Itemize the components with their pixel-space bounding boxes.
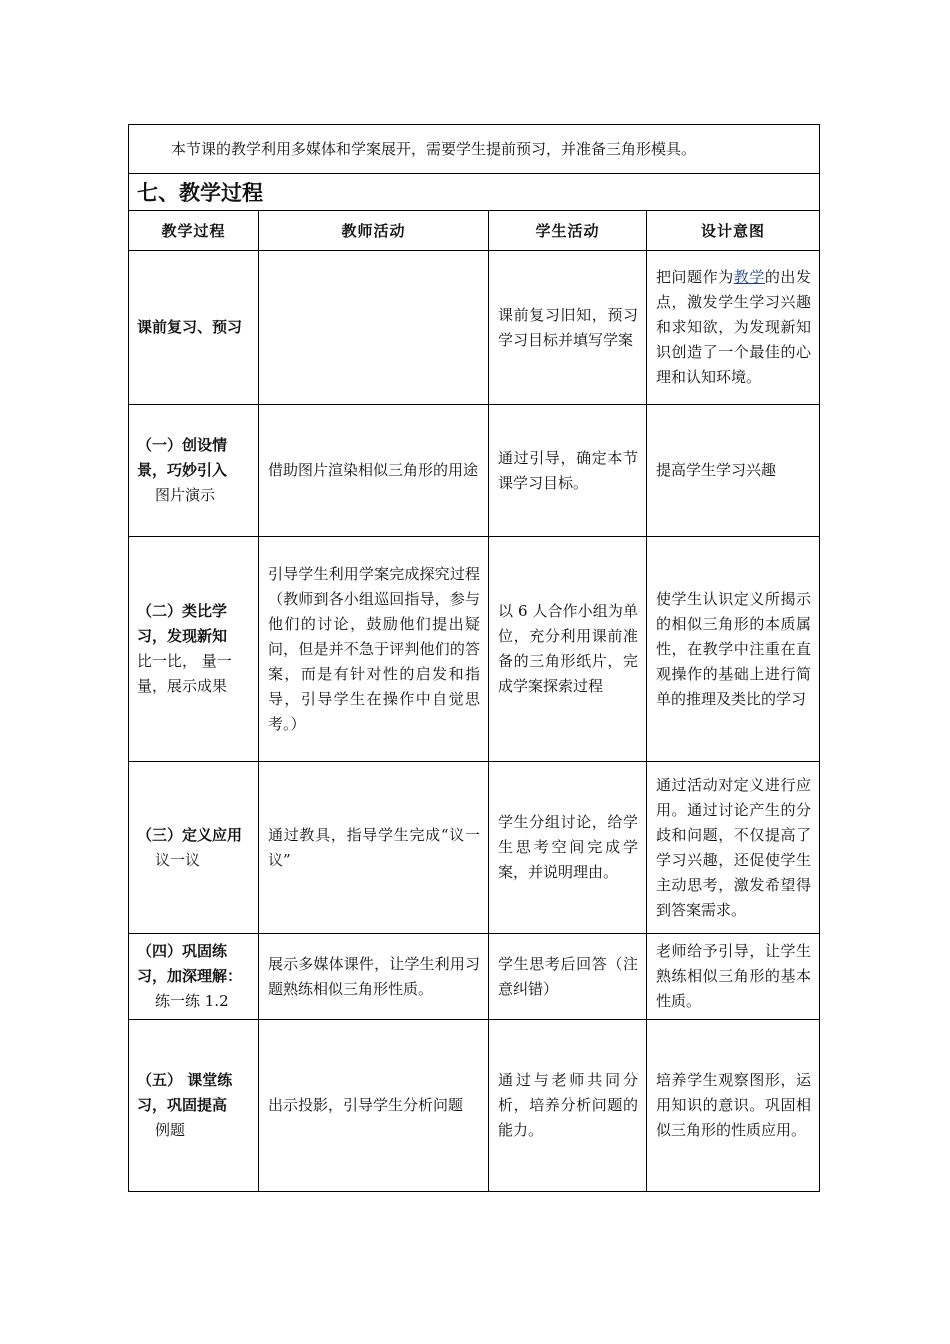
teacher-cell: 引导学生利用学案完成探究过程（教师到各小组巡回指导，参与他们的讨论，鼓励他们提出疑问，但是并不急于评判他们的答案，而是有针对性的启发和指导，引导学生在操作中自觉思考。） bbox=[259, 537, 489, 762]
student-cell: 通过引导，确定本节课学习目标。 bbox=[489, 405, 647, 537]
student-cell: 学生分组讨论，给学生思考空间完成学案，并说明理由。 bbox=[489, 762, 647, 934]
intent-cell: 提高学生学习兴趣 bbox=[647, 405, 820, 537]
stage-title: （四）巩固练习，加深理解： bbox=[137, 942, 243, 985]
student-cell: 以 6 人合作小组为单位，充分利用课前准备的三角形纸片，完成学案探索过程 bbox=[489, 537, 647, 762]
header-design-intent: 设计意图 bbox=[647, 211, 820, 251]
teacher-cell: 展示多媒体课件，让学生利用习题熟练相似三角形性质。 bbox=[259, 934, 489, 1020]
table-row bbox=[129, 537, 820, 762]
intent-cell: 老师给予引导，让学生熟练相似三角形的基本性质。 bbox=[647, 934, 820, 1020]
table-row bbox=[129, 251, 820, 405]
intro-text: 本节课的教学利用多媒体和学案展开，需要学生提前预习，并准备三角形模具。 bbox=[129, 125, 820, 174]
student-cell: 学生思考后回答（注意纠错） bbox=[489, 934, 647, 1020]
stage-title: 课前复习、预习 bbox=[137, 318, 243, 336]
table-row bbox=[129, 1020, 820, 1192]
stage-note: 图片演示 bbox=[155, 486, 216, 504]
stage-title: （一）创设情景，巧妙引入 bbox=[137, 436, 228, 479]
table-row bbox=[129, 934, 820, 1020]
intent-cell: 通过活动对定义进行应用。通过讨论产生的分歧和问题，不仅提高了学习兴趣，还促使学生主动思考，激发希望得到答案需求。 bbox=[647, 762, 820, 934]
stage-note: 议一议 bbox=[155, 850, 201, 869]
section-title: 七、教学过程 bbox=[129, 174, 820, 211]
header-teacher-activity: 教师活动 bbox=[259, 211, 489, 251]
student-cell: 课前复习旧知，预习学习目标并填写学案 bbox=[489, 251, 647, 405]
table-row bbox=[129, 762, 820, 934]
student-cell: 通过与老师共同分析，培养分析问题的能力。 bbox=[489, 1020, 647, 1192]
intent-cell: 使学生认识定义所揭示的相似三角形的本质属性，在教学中注重在直观操作的基础上进行简单的推理及类比的学习 bbox=[647, 537, 820, 762]
stage-cell bbox=[129, 762, 259, 934]
teacher-cell: 通过教具，指导学生完成“议一议” bbox=[259, 762, 489, 934]
stage-note: 比一比， 量一量，展示成果 bbox=[137, 652, 232, 695]
stage-cell bbox=[129, 405, 259, 537]
stage-cell bbox=[129, 1020, 259, 1192]
stage-note: 例题 bbox=[155, 1121, 186, 1139]
header-process: 教学过程 bbox=[129, 211, 259, 251]
intent-cell: 培养学生观察图形，运用知识的意识。巩固相似三角形的性质应用。 bbox=[647, 1020, 820, 1192]
teacher-cell: 出示投影，引导学生分析问题 bbox=[259, 1020, 489, 1192]
intent-text-post: 的出发点，激发学生学习兴趣和求知欲，为发现新知识创造了一个最佳的心理和认知环境。 bbox=[656, 268, 812, 386]
stage-title: （三）定义应用 bbox=[137, 825, 243, 844]
stage-cell bbox=[129, 537, 259, 762]
stage-note: 练一练 1.2 bbox=[155, 992, 229, 1010]
header-student-activity: 学生活动 bbox=[489, 211, 647, 251]
stage-cell bbox=[129, 934, 259, 1020]
lesson-plan-table bbox=[128, 124, 820, 1192]
table-row bbox=[129, 405, 820, 537]
teaching-link[interactable]: 教学 bbox=[733, 268, 765, 286]
table-header-row bbox=[129, 211, 820, 251]
stage-title: （五） 课堂练习，巩固提高 bbox=[137, 1071, 233, 1114]
stage-cell bbox=[129, 251, 259, 405]
intent-cell bbox=[647, 251, 820, 405]
stage-title: （二）类比学习，发现新知 bbox=[137, 602, 228, 645]
intent-text-pre: 把问题作为 bbox=[656, 268, 734, 286]
teacher-cell: 借助图片渲染相似三角形的用途 bbox=[259, 405, 489, 537]
teacher-cell bbox=[259, 251, 489, 405]
